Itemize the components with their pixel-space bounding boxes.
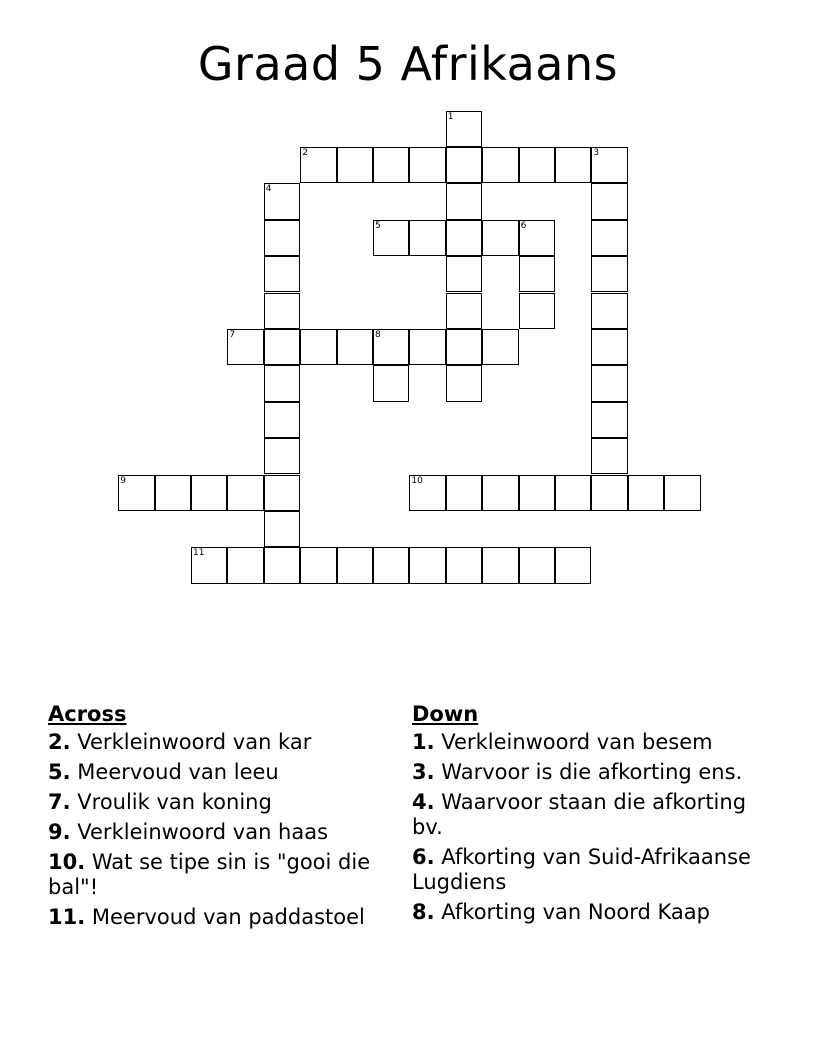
- grid-cell[interactable]: [591, 475, 627, 511]
- grid-cell[interactable]: [591, 365, 627, 401]
- grid-cell[interactable]: [446, 220, 482, 256]
- grid-cell[interactable]: [555, 147, 591, 183]
- grid-cell[interactable]: [628, 475, 664, 511]
- grid-cell[interactable]: [264, 547, 300, 583]
- grid-cell[interactable]: [409, 329, 445, 365]
- clue-across-9: [48, 820, 398, 845]
- clue-down-1: [412, 730, 762, 755]
- puzzle-title: Graad 5 Afrikaans: [197, 37, 619, 91]
- grid-cell[interactable]: [446, 475, 482, 511]
- grid-cell[interactable]: [264, 329, 300, 365]
- grid-cell[interactable]: [591, 220, 627, 256]
- grid-cell[interactable]: [409, 220, 445, 256]
- grid-cell[interactable]: [337, 147, 373, 183]
- grid-cell[interactable]: [373, 329, 409, 365]
- grid-cell[interactable]: [446, 547, 482, 583]
- grid-cell[interactable]: [519, 547, 555, 583]
- clue-down-6: [412, 845, 762, 895]
- clue-down-4: [412, 790, 762, 840]
- clue-number: 4.: [412, 790, 435, 814]
- clue-text: Verkleinwoord van besem: [441, 730, 713, 754]
- grid-cell[interactable]: [591, 256, 627, 292]
- grid-cell[interactable]: [191, 547, 227, 583]
- grid-cell[interactable]: [555, 475, 591, 511]
- clue-number-label: 10: [411, 475, 423, 486]
- grid-cell[interactable]: [519, 293, 555, 329]
- clue-number-label: 9: [120, 475, 126, 486]
- clue-text: Afkorting van Noord Kaap: [441, 900, 710, 924]
- grid-cell[interactable]: [300, 547, 336, 583]
- grid-cell[interactable]: [337, 329, 373, 365]
- grid-cell[interactable]: [409, 547, 445, 583]
- clue-number: 10.: [48, 850, 86, 874]
- clue-text: Meervoud van leeu: [77, 760, 279, 784]
- clue-text: Verkleinwoord van kar: [77, 730, 312, 754]
- grid-cell[interactable]: [519, 220, 555, 256]
- grid-cell[interactable]: [446, 147, 482, 183]
- clue-number: 1.: [412, 730, 435, 754]
- grid-cell[interactable]: [446, 365, 482, 401]
- grid-cell[interactable]: [300, 147, 336, 183]
- grid-cell[interactable]: [591, 402, 627, 438]
- down-clues: [412, 702, 762, 930]
- grid-cell[interactable]: [519, 147, 555, 183]
- grid-cell[interactable]: [264, 511, 300, 547]
- grid-cell[interactable]: [446, 183, 482, 219]
- across-clues: [48, 702, 398, 935]
- clue-across-5: [48, 760, 398, 785]
- clue-text: Warvoor is die afkorting ens.: [441, 760, 743, 784]
- grid-cell[interactable]: [227, 475, 263, 511]
- grid-cell[interactable]: [191, 475, 227, 511]
- clue-number-label: 6: [520, 220, 527, 231]
- grid-cell[interactable]: [264, 183, 300, 219]
- grid-cell[interactable]: [446, 256, 482, 292]
- grid-cell[interactable]: [264, 256, 300, 292]
- clue-number: 8.: [412, 900, 435, 924]
- grid-cell[interactable]: [373, 220, 409, 256]
- grid-cell[interactable]: [300, 329, 336, 365]
- grid-cell[interactable]: [264, 365, 300, 401]
- grid-cell[interactable]: [373, 365, 409, 401]
- down-heading: Down: [412, 702, 479, 726]
- grid-cell[interactable]: [373, 547, 409, 583]
- grid-cell[interactable]: [409, 475, 445, 511]
- clue-down-3: [412, 760, 762, 785]
- grid-cell[interactable]: [264, 438, 300, 474]
- clue-across-10: [48, 850, 398, 900]
- clue-text: Meervoud van paddastoel: [91, 905, 365, 929]
- grid-cell[interactable]: [482, 329, 518, 365]
- grid-cell[interactable]: [664, 475, 700, 511]
- grid-cell[interactable]: [519, 256, 555, 292]
- grid-cell[interactable]: [519, 475, 555, 511]
- clue-number: 5.: [48, 760, 71, 784]
- clue-down-8: [412, 900, 762, 925]
- grid-cell[interactable]: [482, 220, 518, 256]
- clue-number: 3.: [412, 760, 435, 784]
- grid-cell[interactable]: [482, 547, 518, 583]
- grid-cell[interactable]: [555, 547, 591, 583]
- grid-cell[interactable]: [591, 438, 627, 474]
- grid-cell[interactable]: [591, 329, 627, 365]
- grid-cell[interactable]: [446, 111, 482, 147]
- grid-cell[interactable]: [591, 147, 627, 183]
- grid-cell[interactable]: [264, 220, 300, 256]
- clue-number-label: 4: [265, 184, 272, 195]
- grid-cell[interactable]: [227, 329, 263, 365]
- clue-number: 6.: [412, 845, 435, 869]
- grid-cell[interactable]: [227, 547, 263, 583]
- grid-cell[interactable]: [118, 475, 154, 511]
- grid-cell[interactable]: [482, 147, 518, 183]
- grid-cell[interactable]: [409, 147, 445, 183]
- clue-number: 9.: [48, 820, 71, 844]
- clue-number-label: 11: [193, 548, 205, 559]
- clue-number-label: 7: [229, 329, 236, 340]
- grid-cell[interactable]: [155, 475, 191, 511]
- clue-number: 7.: [48, 790, 71, 814]
- clue-text: Verkleinwoord van haas: [77, 820, 329, 844]
- clue-text: Afkorting van Suid-Afrikaanse Lugdiens: [412, 845, 751, 894]
- grid-cell[interactable]: [337, 547, 373, 583]
- clue-number-label: 1: [447, 111, 454, 122]
- grid-cell[interactable]: [373, 147, 409, 183]
- clue-number-label: 2: [302, 147, 308, 158]
- clue-number-label: 3: [593, 147, 600, 158]
- across-heading: Across: [48, 702, 127, 726]
- grid-cell[interactable]: [591, 293, 627, 329]
- clue-number: 2.: [48, 730, 71, 754]
- grid-cell[interactable]: [264, 475, 300, 511]
- clue-number-label: 8: [375, 329, 381, 340]
- clue-across-7: [48, 790, 398, 815]
- clue-number: 11.: [48, 905, 86, 929]
- grid-cell[interactable]: [264, 402, 300, 438]
- clue-across-2: [48, 730, 398, 755]
- clue-number-label: 5: [375, 220, 381, 231]
- grid-cell[interactable]: [264, 293, 300, 329]
- clue-across-11: [48, 905, 398, 930]
- grid-cell[interactable]: [446, 329, 482, 365]
- clue-text: Wat se tipe sin is "gooi die bal"!: [48, 850, 371, 899]
- grid-cell[interactable]: [482, 475, 518, 511]
- grid-cell[interactable]: [591, 183, 627, 219]
- grid-cell[interactable]: [446, 293, 482, 329]
- clue-text: Waarvoor staan die afkorting bv.: [412, 790, 747, 839]
- clue-text: Vroulik van koning: [77, 790, 272, 814]
